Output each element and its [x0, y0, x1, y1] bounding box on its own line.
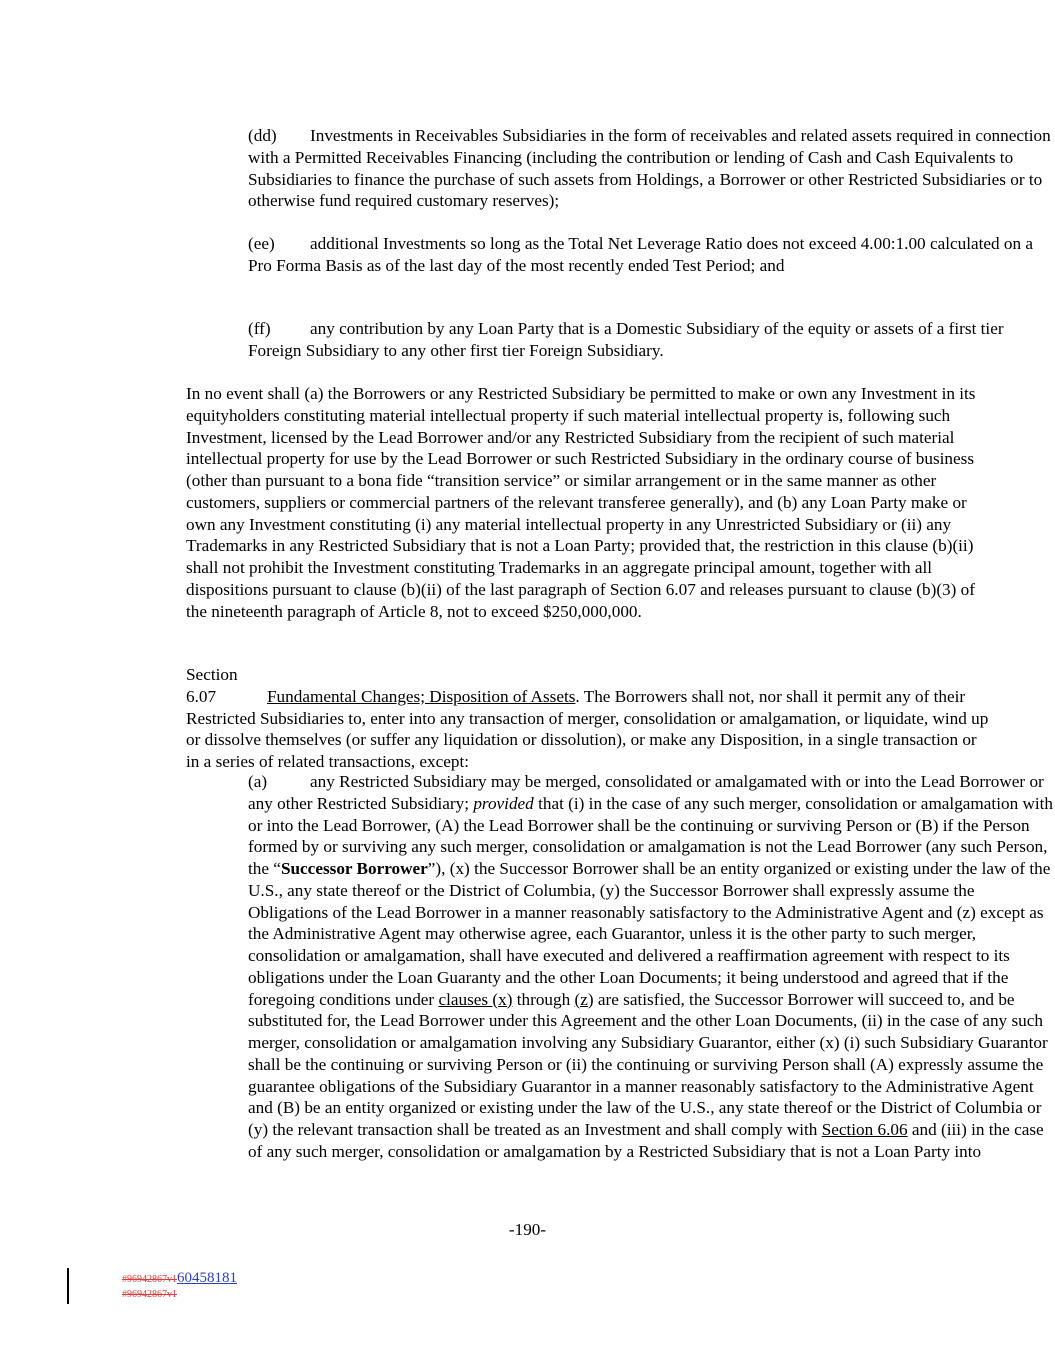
provided-term: provided [473, 793, 534, 813]
clause-label-a: (a) [248, 772, 268, 791]
paragraph-dd [124, 125, 1055, 212]
ref-clauses-x: clauses (x) [438, 989, 513, 1009]
section-number: Section 6.07 [186, 665, 238, 706]
section-text: . The Borrowers shall not, nor shall it permit any of their Restricted Subsidiaries to, enter into any transaction of merger, consolidation or amalgamation, or liquidate, wind up or dissolve themselves (or suffer any liquidation or dissolution), or make any Disposition, in a single transaction or in a series of related transactions, except: [186, 686, 989, 771]
clause-label-ff: (ff) [248, 319, 271, 338]
clause-a-text-5: are satisfied, the Successor Borrower will succeed to, and be substituted for, the Lead Borrower under this Agreement and the other Loan Documents, (ii) in the case of any such merger, consolidation or amalgamation involving any Subsidiary Guarantor, either (x) (i) such Subsidiary Guarantor shall be the continuing or surviving Person or (ii) the continuing or surviving Person shall (A) expressly assume the guarantee obligations of the Subsidiary Guarantor in a manner reasonably satisfactory to the Administrative Agent and (B) be an entity organized or existing under the law of the U.S., any state thereof or the District of Columbia or (y) the relevant transaction shall be treated as an Investment and shall comply with [248, 989, 1048, 1139]
footer-deleted-id-2: #96942867v1 [122, 1289, 177, 1300]
ref-section-6-06: Section 6.06 [821, 1120, 908, 1139]
clause-text-ff: any contribution by any Loan Party that is a Domestic Subsidiary of the equity or assets of a first tier Foreign Subsidiary to any other first tier Foreign Subsidiary. [248, 319, 1004, 360]
clause-a-text-2: that (i) in the case of any such merger, consolidation or amalgamation with or into the Lead Borrower, (A) the Lead Borrower shall be the continuing or surviving Person or (B) if the Person formed by or surviving any such merger, consolidation or amalgamation is not the Lead Borrower (any such Person, the “ [248, 793, 1054, 878]
paragraph-section-6-07 [124, 664, 994, 773]
footer-deleted-id-1: #96942867v1 [122, 1274, 177, 1285]
no-event-text: In no event shall (a) the Borrowers or any Restricted Subsidiary be permitted to make or own any Investment in its equityholders constituting material intellectual property if such material intellectual property is, following such Investment, licensed by the Lead Borrower and/or any Restricted Subsidiary from the recipient of such material intellectual property for use by the Lead Borrower or such Restricted Subsidiary in the ordinary course of business (other than pursuant to a bona fide “transition service” or similar arrangement or in the same manner as other customers, suppliers or commercial partners of the relevant transferee generally), and (b) any Loan Party make or own any Investment constituting (i) any material intellectual property in any Unrestricted Subsidiary or (ii) any Trademarks in any Restricted Subsidiary that is not a Loan Party; provided that, the restriction in this clause (b)(ii) shall not prohibit the Investment constituting Trademarks in an aggregate principal amount, together with all dispositions pursuant to clause (b)(ii) of the last paragraph of Section 6.07 and releases pursuant to clause (b)(3) of the nineteenth paragraph of Article 8, not to exceed $250,000,000. [186, 384, 976, 621]
change-bar [67, 1268, 69, 1304]
clause-label-dd: (dd) [248, 126, 277, 145]
successor-borrower-term: Successor Borrower [280, 859, 428, 878]
document-footer [122, 1271, 237, 1302]
paragraph-ee [124, 233, 1055, 277]
clause-a-text-1: any Restricted Subsidiary may be merged, consolidated or amalgamated with or into the Lead Borrower or any other Restricted Subsidiary; [248, 772, 1044, 813]
clause-a-text-4: through [512, 989, 575, 1009]
section-heading: Fundamental Changes; Disposition of Assets [267, 686, 576, 706]
clause-text-ee: additional Investments so long as the Total Net Leverage Ratio does not exceed 4.00:1.00 calculated on a Pro Forma Basis as of the last day of the most recently ended Test Period; and [248, 234, 1034, 275]
paragraph-no-event [124, 383, 994, 622]
paragraph-a [124, 771, 1055, 1163]
clause-a-text-3: ”), (x) the Successor Borrower shall be an entity organized or existing under the law of the U.S., any state thereof or the District of Columbia, (y) the Successor Borrower shall expressly assume the Obligations of the Lead Borrower in a manner reasonably satisfactory to the Administrative Agent and (z) except as the Administrative Agent may otherwise agree, each Guarantor, unless it is the other party to such merger, consolidation or amalgamation, shall have executed and delivered a reaffirmation agreement with respect to its obligations under the Loan Guaranty and the other Loan Documents; it being understood and agreed that if the foregoing conditions under [248, 859, 1051, 1009]
ref-clause-z: (z) [574, 989, 594, 1009]
clause-a-text-6: and (iii) in the case of any such merger, consolidation or amalgamation by a Restricted Subsidiary that is not a Loan Party into [248, 1120, 1044, 1161]
clause-text-dd: Investments in Receivables Subsidiaries in the form of receivables and related assets required in connection with a Permitted Receivables Financing (including the contribution or lending of Cash and Cash Equivalents to Subsidiaries to finance the purchase of such assets from Holdings, a Borrower or other Restricted Subsidiaries or to otherwise fund required customary reserves); [248, 126, 1051, 211]
paragraph-ff [124, 318, 1055, 362]
page-number: -190- [508, 1220, 547, 1239]
clause-label-ee: (ee) [248, 234, 275, 253]
footer-inserted-id: 60458181 [177, 1270, 237, 1286]
